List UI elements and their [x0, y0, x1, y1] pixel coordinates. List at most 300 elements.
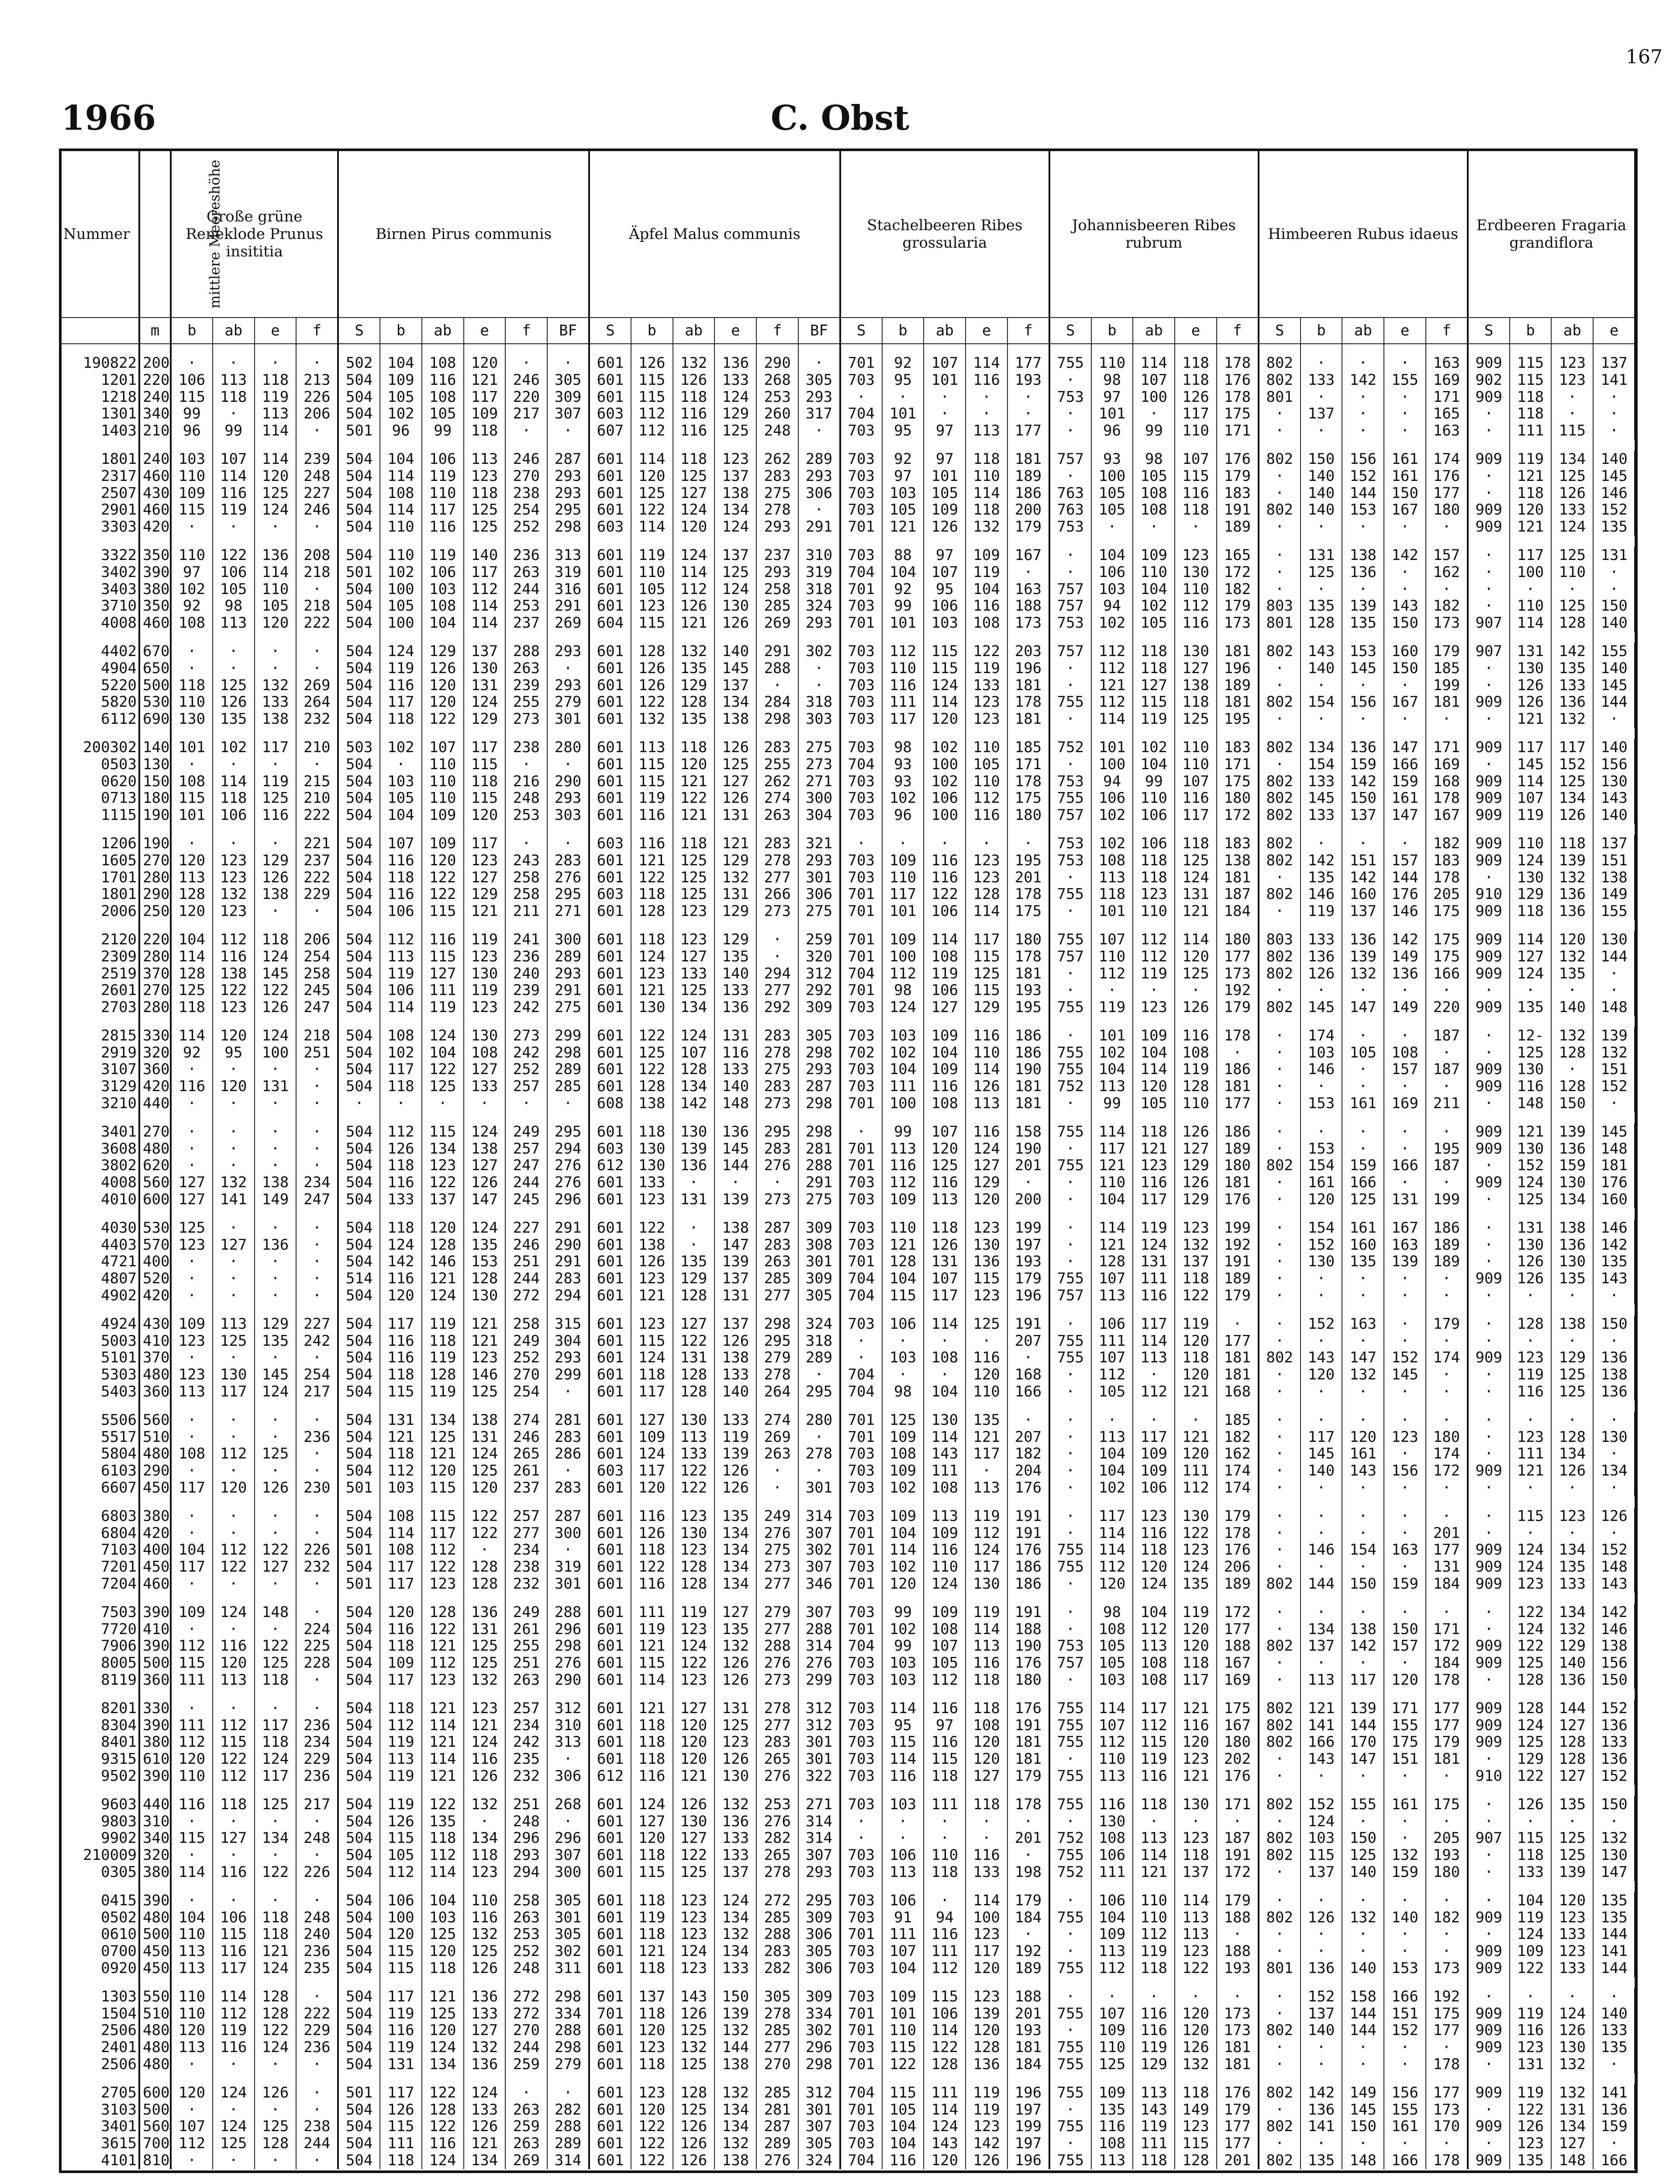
value-cell: 274 — [756, 790, 798, 807]
value-cell: · — [1426, 1892, 1468, 1909]
value-cell: 150 — [1593, 598, 1635, 615]
value-cell: 124 — [255, 1027, 297, 1044]
value-cell: 181 — [1217, 2039, 1259, 2056]
value-cell: 803 — [1259, 598, 1301, 615]
value-cell: 755 — [1049, 1123, 1091, 1140]
value-cell: 125 — [882, 1412, 924, 1429]
value-cell: 132 — [464, 1672, 506, 1689]
value-cell: 105 — [1091, 1655, 1133, 1672]
value-cell: 107 — [1510, 790, 1552, 807]
value-cell: · — [1342, 1508, 1384, 1525]
value-cell: 178 — [1426, 869, 1468, 886]
value-cell: 130 — [1301, 1253, 1342, 1270]
value-cell: 122 — [966, 643, 1007, 660]
value-cell: 147 — [1384, 807, 1426, 824]
subheader-0-1: ab — [213, 318, 255, 344]
value-cell: 123 — [966, 869, 1007, 886]
value-cell: 102 — [882, 790, 924, 807]
table-row — [62, 1479, 1635, 1496]
value-cell: 112 — [1133, 931, 1175, 948]
header-group-4: Johannisbeeren Ribes rubrum — [1049, 151, 1259, 318]
value-cell: 150 — [1384, 485, 1426, 502]
value-cell: 117 — [464, 739, 506, 756]
value-cell: 127 — [631, 1813, 673, 1830]
value-cell: 191 — [1217, 501, 1259, 518]
value-cell: 298 — [547, 518, 589, 536]
value-cell: 123 — [464, 948, 506, 965]
value-cell: 115 — [380, 1383, 422, 1400]
value-cell: 125 — [631, 1044, 673, 1061]
subheader-2-4: f — [756, 318, 798, 344]
value-cell: 255 — [505, 1638, 547, 1655]
value-cell: 166 — [1384, 2152, 1426, 2169]
value-cell: 135 — [1301, 869, 1342, 886]
value-cell: · — [1049, 1672, 1091, 1689]
value-cell: 601 — [589, 2022, 631, 2039]
value-cell: 92 — [171, 598, 213, 615]
value-cell: 112 — [673, 581, 715, 598]
value-cell: 135 — [673, 711, 715, 728]
value-cell: 504 — [338, 2056, 380, 2073]
value-cell: 135 — [1510, 2152, 1552, 2169]
value-cell: 132 — [1342, 1366, 1384, 1383]
altitude-cell: 450 — [139, 1960, 171, 1977]
value-cell: 106 — [882, 1892, 924, 1909]
value-cell: 123 — [1551, 344, 1593, 372]
value-cell: 126 — [255, 1479, 297, 1496]
value-cell: · — [1468, 1253, 1510, 1270]
value-cell: 109 — [1133, 1027, 1175, 1044]
value-cell: 150 — [1342, 2118, 1384, 2135]
value-cell: · — [1133, 1813, 1175, 1830]
value-cell: 601 — [589, 1943, 631, 1960]
value-cell: 701 — [840, 1140, 882, 1158]
value-cell: · — [1301, 835, 1342, 852]
value-cell: 130 — [924, 1412, 966, 1429]
value-cell: 232 — [505, 1768, 547, 1785]
value-cell: 263 — [756, 1445, 798, 1462]
value-cell: 146 — [422, 1253, 464, 1270]
value-cell: 121 — [1510, 468, 1552, 485]
table-row — [62, 1621, 1635, 1638]
value-cell: 188 — [1007, 1988, 1049, 2005]
value-cell: 120 — [1175, 2022, 1217, 2039]
altitude-cell: 320 — [139, 1044, 171, 1061]
value-cell: 114 — [1091, 1220, 1133, 1237]
value-cell: 140 — [1301, 660, 1342, 677]
table-row — [62, 711, 1635, 728]
value-cell: 119 — [464, 931, 506, 948]
value-cell: 105 — [924, 1655, 966, 1672]
altitude-cell: 500 — [139, 1926, 171, 1943]
value-cell: 110 — [1091, 1174, 1133, 1191]
value-cell: 120 — [631, 1479, 673, 1496]
value-cell: 753 — [1049, 615, 1091, 632]
value-cell: · — [255, 344, 297, 372]
altitude-cell: 250 — [139, 903, 171, 920]
value-cell: 122 — [1175, 1525, 1217, 1542]
altitude-cell: 200 — [139, 344, 171, 372]
value-cell: 109 — [1091, 1926, 1133, 1943]
table-row — [62, 1316, 1635, 1333]
value-cell: 171 — [1384, 1700, 1426, 1717]
value-cell: · — [296, 660, 338, 677]
value-cell: 126 — [213, 694, 255, 711]
value-cell: 188 — [1217, 1943, 1259, 1960]
value-cell: · — [673, 1220, 715, 1237]
value-cell: 119 — [673, 1604, 715, 1621]
value-cell: 109 — [1133, 1462, 1175, 1479]
value-cell: 504 — [338, 1349, 380, 1366]
value-cell: 101 — [171, 739, 213, 756]
value-cell: 128 — [1510, 1672, 1552, 1689]
value-cell: · — [1593, 711, 1635, 728]
value-cell: · — [966, 1813, 1007, 1830]
value-cell: 178 — [1007, 1796, 1049, 1813]
station-number: 0700 — [62, 1943, 139, 1960]
value-cell: 205 — [1426, 886, 1468, 903]
value-cell: 123 — [673, 1960, 715, 1977]
value-cell: · — [1049, 1892, 1091, 1909]
value-cell: · — [1468, 1333, 1510, 1350]
value-cell: 116 — [380, 1333, 422, 1350]
value-cell: 127 — [966, 1157, 1007, 1174]
value-cell: · — [1301, 1926, 1342, 1943]
value-cell: 134 — [1551, 790, 1593, 807]
value-cell: 144 — [714, 1157, 756, 1174]
value-cell: 133 — [255, 694, 297, 711]
value-cell: 118 — [213, 389, 255, 406]
value-cell: 270 — [505, 2022, 547, 2039]
value-cell: 802 — [1259, 2022, 1301, 2039]
value-cell: 114 — [213, 773, 255, 790]
value-cell: 106 — [882, 1847, 924, 1864]
value-cell: 104 — [422, 1044, 464, 1061]
table-row — [62, 451, 1635, 468]
value-cell: 190 — [1007, 1140, 1049, 1158]
value-cell: 146 — [1593, 1220, 1635, 1237]
value-cell: 117 — [631, 1383, 673, 1400]
value-cell: 157 — [1426, 547, 1468, 564]
value-cell: 134 — [1551, 2118, 1593, 2135]
value-cell: 125 — [422, 1078, 464, 1095]
value-cell: 144 — [1593, 1926, 1635, 1943]
value-cell: 276 — [756, 1768, 798, 1785]
value-cell: 139 — [714, 1445, 756, 1462]
subheader-4-0: S — [1049, 318, 1091, 344]
value-cell: 119 — [213, 501, 255, 518]
value-cell: · — [1342, 1078, 1384, 1095]
value-cell: 108 — [1091, 1621, 1133, 1638]
value-cell: 112 — [882, 643, 924, 660]
value-cell: 280 — [547, 739, 589, 756]
value-cell: · — [1384, 982, 1426, 999]
value-cell: 124 — [464, 1445, 506, 1462]
value-cell: 129 — [1175, 1191, 1217, 1208]
value-cell: 253 — [756, 389, 798, 406]
value-cell: 120 — [422, 694, 464, 711]
value-cell: 601 — [589, 1479, 631, 1496]
value-cell: · — [296, 1508, 338, 1525]
value-cell: 120 — [966, 1191, 1007, 1208]
value-cell: 128 — [631, 1078, 673, 1095]
value-cell: 179 — [1426, 643, 1468, 660]
value-cell: 114 — [924, 694, 966, 711]
value-cell: 116 — [1091, 1796, 1133, 1813]
value-cell: 122 — [1510, 2101, 1552, 2118]
value-cell: 116 — [966, 1027, 1007, 1044]
value-cell: 132 — [213, 886, 255, 903]
value-cell: 156 — [1342, 451, 1384, 468]
value-cell: 189 — [1217, 1270, 1259, 1287]
value-cell: 278 — [756, 1700, 798, 1717]
value-cell: · — [296, 903, 338, 920]
value-cell: 116 — [924, 1174, 966, 1191]
value-cell: 236 — [296, 1768, 338, 1785]
value-cell: · — [1468, 1525, 1510, 1542]
value-cell: 150 — [1342, 1830, 1384, 1847]
value-cell: 138 — [1551, 1316, 1593, 1333]
value-cell: 909 — [1468, 1123, 1510, 1140]
value-cell: · — [171, 1095, 213, 1112]
value-cell: 125 — [1551, 773, 1593, 790]
value-cell: 298 — [547, 1988, 589, 2005]
value-cell: 218 — [296, 1027, 338, 1044]
value-cell: 136 — [1593, 2101, 1635, 2118]
value-cell: 143 — [924, 1445, 966, 1462]
value-cell: 115 — [1510, 372, 1552, 389]
value-cell: 123 — [673, 931, 715, 948]
value-cell: · — [171, 344, 213, 372]
value-cell: 134 — [1551, 1541, 1593, 1559]
row-gap — [62, 1785, 1635, 1796]
value-cell: 504 — [338, 1864, 380, 1881]
value-cell: · — [1384, 1768, 1426, 1785]
value-cell: · — [1384, 1559, 1426, 1576]
value-cell: 601 — [589, 598, 631, 615]
value-cell: 130 — [464, 660, 506, 677]
value-cell: 104 — [1091, 1909, 1133, 1926]
table-row — [62, 1174, 1635, 1191]
value-cell: 601 — [589, 1044, 631, 1061]
altitude-cell: 150 — [139, 773, 171, 790]
value-cell: 102 — [1091, 615, 1133, 632]
value-cell: 118 — [673, 451, 715, 468]
value-cell: 146 — [1593, 485, 1635, 502]
value-cell: · — [255, 1700, 297, 1717]
value-cell: 124 — [631, 1349, 673, 1366]
value-cell: 504 — [338, 451, 380, 468]
altitude-cell: 380 — [139, 581, 171, 598]
value-cell: 110 — [1133, 1892, 1175, 1909]
value-cell: 261 — [505, 1462, 547, 1479]
value-cell: · — [547, 1751, 589, 1768]
value-cell: 139 — [1342, 598, 1384, 615]
value-cell: 257 — [505, 1140, 547, 1158]
value-cell: 116 — [966, 1123, 1007, 1140]
value-cell: 258 — [505, 869, 547, 886]
station-number: 3710 — [62, 598, 139, 615]
value-cell: 125 — [255, 1445, 297, 1462]
value-cell: · — [296, 1061, 338, 1078]
value-cell: 601 — [589, 1316, 631, 1333]
value-cell: 115 — [882, 2039, 924, 2056]
value-cell: 305 — [798, 1027, 840, 1044]
value-cell: · — [1049, 1220, 1091, 1237]
value-cell: · — [171, 835, 213, 852]
value-cell: 294 — [547, 1140, 589, 1158]
value-cell: 125 — [714, 1717, 756, 1734]
value-cell: 119 — [1175, 1604, 1217, 1621]
value-cell: 125 — [255, 1796, 297, 1813]
value-cell: 130 — [673, 1813, 715, 1830]
value-cell: 139 — [1593, 1027, 1635, 1044]
value-cell: 112 — [380, 1462, 422, 1479]
value-cell: 114 — [380, 501, 422, 518]
value-cell: · — [1259, 1864, 1301, 1881]
value-cell: 314 — [798, 1830, 840, 1847]
value-cell: 133 — [1510, 1864, 1552, 1881]
value-cell: 95 — [882, 1717, 924, 1734]
value-cell: 153 — [1384, 1960, 1426, 1977]
value-cell: 504 — [338, 1909, 380, 1926]
value-cell: 134 — [1551, 1604, 1593, 1621]
value-cell: · — [1049, 1191, 1091, 1208]
value-cell: 118 — [213, 1796, 255, 1813]
value-cell: 116 — [380, 1621, 422, 1638]
value-cell: 133 — [673, 1445, 715, 1462]
table-row — [62, 773, 1635, 790]
value-cell: 128 — [631, 643, 673, 660]
value-cell: 144 — [1384, 869, 1426, 886]
value-cell: · — [213, 1287, 255, 1304]
value-cell: 140 — [1301, 1462, 1342, 1479]
value-cell: 604 — [589, 615, 631, 632]
value-cell: 133 — [714, 1960, 756, 1977]
value-cell: 272 — [505, 1287, 547, 1304]
value-cell: 178 — [1007, 694, 1049, 711]
table-row — [62, 1140, 1635, 1158]
value-cell: · — [1259, 1525, 1301, 1542]
value-cell: 115 — [924, 1751, 966, 1768]
value-cell: 703 — [840, 1988, 882, 2005]
value-cell: 130 — [966, 1576, 1007, 1593]
value-cell: 269 — [505, 2152, 547, 2169]
value-cell: · — [1007, 835, 1049, 852]
value-cell: 117 — [882, 886, 924, 903]
value-cell: 114 — [255, 422, 297, 439]
value-cell: 122 — [631, 869, 673, 886]
value-cell: 504 — [338, 1525, 380, 1542]
value-cell: · — [1468, 2101, 1510, 2118]
value-cell: 119 — [213, 2022, 255, 2039]
value-cell: 151 — [1593, 852, 1635, 869]
value-cell: 124 — [966, 1140, 1007, 1158]
value-cell: 910 — [1468, 886, 1510, 903]
value-cell: 161 — [1342, 1095, 1384, 1112]
value-cell: 148 — [714, 1095, 756, 1112]
value-cell: 115 — [464, 790, 506, 807]
value-cell: · — [1468, 1027, 1510, 1044]
value-cell: 282 — [547, 2101, 589, 2118]
value-cell: · — [1049, 1988, 1091, 2005]
value-cell: 92 — [882, 344, 924, 372]
value-cell: 136 — [1551, 886, 1593, 903]
value-cell: 115 — [213, 1926, 255, 1943]
value-cell: · — [1468, 1604, 1510, 1621]
station-number: 5101 — [62, 1349, 139, 1366]
value-cell: 126 — [255, 2084, 297, 2101]
value-cell: 131 — [673, 1349, 715, 1366]
value-cell: 701 — [840, 1576, 882, 1593]
value-cell: 803 — [1259, 931, 1301, 948]
value-cell: 305 — [547, 1892, 589, 1909]
value-cell: 305 — [798, 1943, 840, 1960]
value-cell: 273 — [756, 1559, 798, 1576]
value-cell: 113 — [213, 1316, 255, 1333]
value-cell: 287 — [756, 2118, 798, 2135]
subheader-1-5: BF — [547, 318, 589, 344]
value-cell: 96 — [380, 422, 422, 439]
value-cell: 122 — [213, 1751, 255, 1768]
value-cell: 116 — [380, 677, 422, 694]
value-cell: · — [1468, 677, 1510, 694]
value-cell: 276 — [756, 1525, 798, 1542]
value-cell: 105 — [631, 581, 673, 598]
value-cell: 601 — [589, 2039, 631, 2056]
value-cell: 127 — [213, 1237, 255, 1254]
value-cell: 178 — [1217, 344, 1259, 372]
value-cell: 189 — [1007, 1960, 1049, 1977]
value-cell: · — [1217, 1926, 1259, 1943]
value-cell: 122 — [213, 547, 255, 564]
subheader-unit: m — [139, 318, 171, 344]
value-cell: 128 — [1551, 1078, 1593, 1095]
value-cell: 119 — [380, 660, 422, 677]
value-cell: 504 — [338, 807, 380, 824]
value-cell: 117 — [171, 1559, 213, 1576]
value-cell: · — [464, 1813, 506, 1830]
value-cell: 229 — [296, 886, 338, 903]
value-cell: 144 — [1593, 1960, 1635, 1977]
value-cell: 163 — [1384, 1237, 1426, 1254]
value-cell: 501 — [338, 1541, 380, 1559]
value-cell: 124 — [213, 2084, 255, 2101]
value-cell: 120 — [1551, 1892, 1593, 1909]
value-cell: 601 — [589, 2118, 631, 2135]
value-cell: 118 — [1175, 1847, 1217, 1864]
value-cell: · — [1510, 1287, 1552, 1304]
value-cell: · — [1593, 1412, 1635, 1429]
value-cell: 174 — [1426, 1445, 1468, 1462]
value-cell: 135 — [673, 660, 715, 677]
value-cell: 128 — [631, 903, 673, 920]
value-cell: 288 — [756, 660, 798, 677]
value-cell: 98 — [1091, 1604, 1133, 1621]
value-cell: 116 — [924, 1541, 966, 1559]
value-cell: · — [1259, 869, 1301, 886]
value-cell: 203 — [1007, 643, 1049, 660]
table-row — [62, 1909, 1635, 1926]
value-cell: 181 — [1007, 1751, 1049, 1768]
value-cell: 273 — [756, 1095, 798, 1112]
value-cell: · — [547, 2084, 589, 2101]
value-cell: 134 — [1301, 1621, 1342, 1638]
value-cell: 159 — [1342, 756, 1384, 773]
value-cell: 277 — [756, 869, 798, 886]
value-cell: 112 — [422, 1655, 464, 1672]
value-cell: 504 — [338, 931, 380, 948]
